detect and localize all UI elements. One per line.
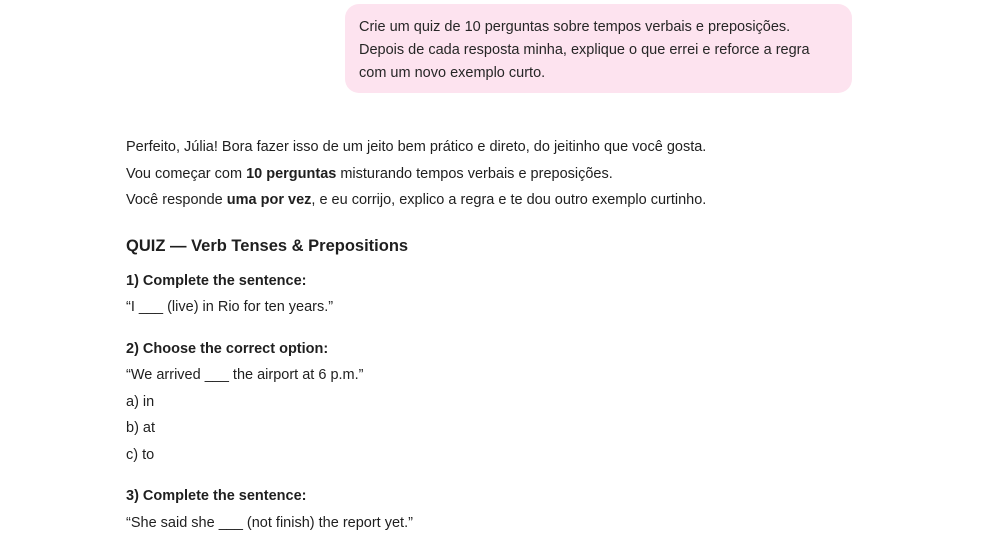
question-text: “I ___ (live) in Rio for ten years.” (126, 299, 334, 315)
answer-option-b: b) at (126, 420, 156, 436)
user-message-line: com um novo exemplo curto. (359, 65, 546, 81)
user-message-bubble (345, 4, 852, 93)
intro-line-2-end: misturando tempos verbais e preposições. (336, 165, 613, 182)
question-text: “We arrived ___ the airport at 6 p.m.” (126, 367, 364, 383)
question-heading: 3) Complete the sentence: (126, 488, 307, 504)
question-2 (126, 336, 886, 469)
assistant-intro (126, 134, 886, 214)
intro-line-1: Perfeito, Júlia! Bora fazer isso de um jeito bem prático e direto, do jeitinho que você gosta. (126, 139, 707, 155)
intro-line-3-start: Você responde (126, 192, 227, 208)
quiz-title: QUIZ — Verb Tenses & Prepositions (126, 236, 409, 255)
question-heading: 1) Complete the sentence: (126, 272, 307, 289)
intro-line-2-bold: 10 perguntas (246, 165, 337, 182)
question-text: “She said she ___ (not finish) the report yet.” (126, 514, 413, 531)
question-3 (126, 483, 886, 536)
assistant-message (126, 134, 886, 536)
intro-line-3-bold: uma por vez (226, 192, 312, 208)
user-message-line: Crie um quiz de 10 perguntas sobre tempos verbais e preposições. (359, 19, 791, 35)
user-message-line: Depois de cada resposta minha, explique o que errei e reforce a regra (359, 42, 810, 58)
intro-line-2 (126, 161, 886, 188)
intro-line-3-end: , e eu corrijo, explico a regra e te dou outro exemplo curtinho. (311, 192, 707, 208)
question-heading: 2) Choose the correct option: (126, 340, 329, 357)
intro-line-2-start: Vou começar com (126, 165, 247, 182)
intro-line-3 (126, 187, 886, 214)
question-1 (126, 268, 886, 321)
answer-option-c: c) to (126, 446, 155, 463)
answer-option-a: a) in (126, 393, 155, 410)
